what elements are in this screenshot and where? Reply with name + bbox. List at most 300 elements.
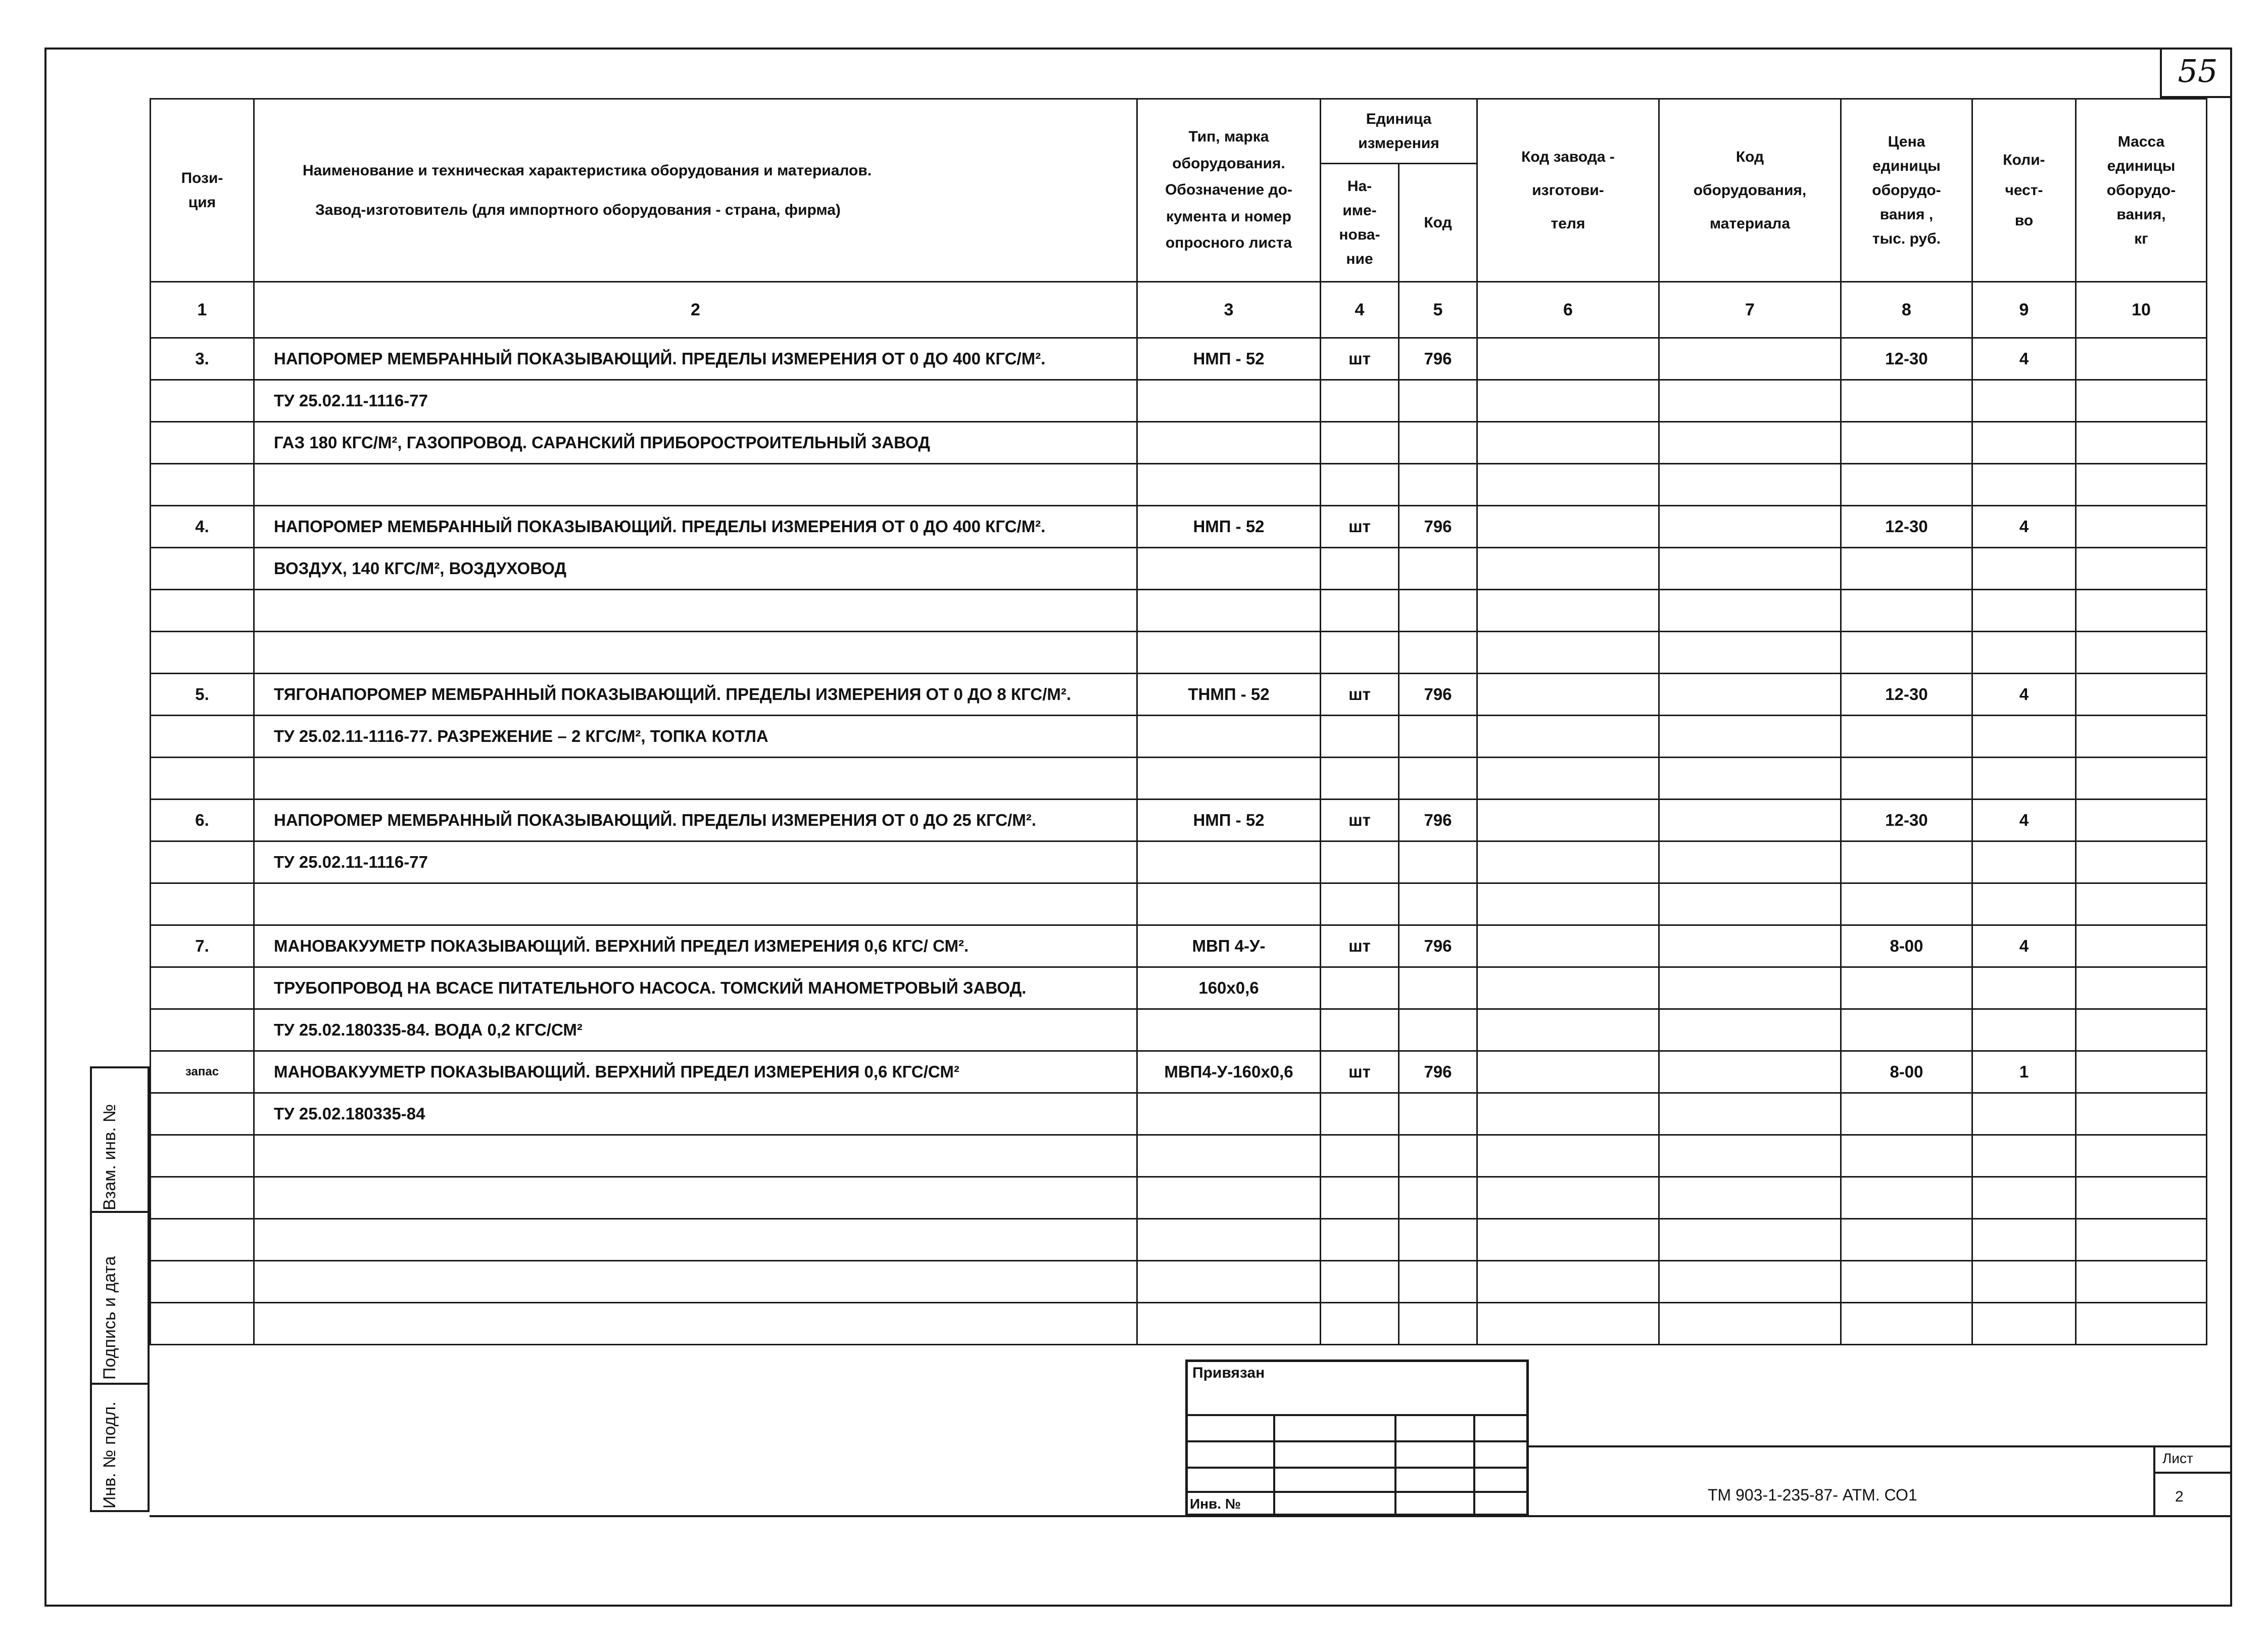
row-qty: 4 xyxy=(1972,800,2076,841)
row-name xyxy=(254,590,1137,632)
row-type xyxy=(1137,632,1321,674)
row-unit xyxy=(1321,1093,1399,1135)
header-name-line2: Завод-изготовитель (для импортного оборудования - страна, фирма) xyxy=(315,201,841,218)
row-plant-code xyxy=(1477,506,1659,548)
row-unit-code xyxy=(1399,1135,1477,1177)
row-unit xyxy=(1321,841,1399,883)
table-row xyxy=(151,674,2207,716)
title-block-line xyxy=(2153,1472,2232,1474)
row-plant-code xyxy=(1477,967,1659,1009)
row-type: НМП - 52 xyxy=(1137,338,1321,380)
row-unit-code xyxy=(1399,841,1477,883)
row-price xyxy=(1841,1261,1972,1303)
row-name: МАНОВАКУУМЕТР ПОКАЗЫВАЮЩИЙ. ВЕРХНИЙ ПРЕДЕЛ ИЗМЕРЕНИЯ 0,6 КГС/ СМ². xyxy=(254,925,1137,967)
header-mass xyxy=(2076,99,2207,282)
row-price: 8-00 xyxy=(1841,1051,1972,1093)
row-qty xyxy=(1972,716,2076,758)
row-mass xyxy=(2076,758,2207,800)
row-unit xyxy=(1321,758,1399,800)
row-name xyxy=(254,1177,1137,1219)
row-unit: шт xyxy=(1321,1051,1399,1093)
row-qty xyxy=(1972,1219,2076,1261)
row-unit-code xyxy=(1399,967,1477,1009)
table-row xyxy=(151,380,2207,422)
row-position: 4. xyxy=(151,506,254,548)
stamp-title: Привязан xyxy=(1192,1365,1265,1381)
row-plant-code xyxy=(1477,800,1659,841)
row-type: МВП 4-У- xyxy=(1137,925,1321,967)
row-name xyxy=(254,883,1137,925)
row-plant-code xyxy=(1477,841,1659,883)
row-mass xyxy=(2076,338,2207,380)
table-row xyxy=(151,800,2207,841)
row-name xyxy=(254,1135,1137,1177)
row-position xyxy=(151,716,254,758)
row-qty xyxy=(1972,1177,2076,1219)
row-qty: 4 xyxy=(1972,925,2076,967)
table-row xyxy=(151,967,2207,1009)
row-equip-code xyxy=(1659,1051,1841,1093)
row-unit xyxy=(1321,1135,1399,1177)
row-type: НМП - 52 xyxy=(1137,506,1321,548)
row-unit-code xyxy=(1399,590,1477,632)
row-equip-code xyxy=(1659,1093,1841,1135)
stamp-inv-label: Инв. № xyxy=(1190,1496,1241,1512)
header-type xyxy=(1137,99,1321,282)
stamp-line xyxy=(1185,1440,1529,1442)
row-plant-code xyxy=(1477,716,1659,758)
sheet-label: Лист xyxy=(2162,1450,2193,1466)
row-qty xyxy=(1972,464,2076,506)
row-unit-code: 796 xyxy=(1399,506,1477,548)
row-unit-code xyxy=(1399,422,1477,464)
row-equip-code xyxy=(1659,380,1841,422)
table-row xyxy=(151,632,2207,674)
col-number: 9 xyxy=(1972,282,2076,338)
row-type xyxy=(1137,1135,1321,1177)
row-unit-code xyxy=(1399,758,1477,800)
row-mass xyxy=(2076,1009,2207,1051)
row-plant-code xyxy=(1477,464,1659,506)
row-plant-code xyxy=(1477,1051,1659,1093)
row-qty: 4 xyxy=(1972,674,2076,716)
row-name: НАПОРОМЕР МЕМБРАННЫЙ ПОКАЗЫВАЮЩИЙ. ПРЕДЕЛЫ ИЗМЕРЕНИЯ ОТ 0 ДО 25 КГС/М². xyxy=(254,800,1137,841)
row-name: НАПОРОМЕР МЕМБРАННЫЙ ПОКАЗЫВАЮЩИЙ. ПРЕДЕЛЫ ИЗМЕРЕНИЯ ОТ 0 ДО 400 КГС/М². xyxy=(254,338,1137,380)
row-unit-code xyxy=(1399,1261,1477,1303)
row-name: ТРУБОПРОВОД НА ВСАСЕ ПИТАТЕЛЬНОГО НАСОСА. ТОМСКИЙ МАНОМЕТРОВЫЙ ЗАВОД. xyxy=(254,967,1137,1009)
row-type xyxy=(1137,716,1321,758)
header-plant-code-text: Код завода - изготови- теля xyxy=(1521,148,1615,232)
row-position xyxy=(151,967,254,1009)
row-equip-code xyxy=(1659,758,1841,800)
table-row xyxy=(151,1093,2207,1135)
col-number: 6 xyxy=(1477,282,1659,338)
table-row xyxy=(151,590,2207,632)
row-qty xyxy=(1972,967,2076,1009)
row-mass xyxy=(2076,925,2207,967)
row-position xyxy=(151,1219,254,1261)
row-unit xyxy=(1321,548,1399,590)
row-qty xyxy=(1972,1009,2076,1051)
row-unit-code xyxy=(1399,548,1477,590)
row-qty xyxy=(1972,380,2076,422)
row-equip-code xyxy=(1659,1219,1841,1261)
row-unit-code xyxy=(1399,1303,1477,1345)
row-price xyxy=(1841,716,1972,758)
row-type xyxy=(1137,841,1321,883)
row-qty xyxy=(1972,1261,2076,1303)
table-row xyxy=(151,925,2207,967)
row-unit-code xyxy=(1399,1219,1477,1261)
row-equip-code xyxy=(1659,716,1841,758)
row-equip-code xyxy=(1659,883,1841,925)
header-unit-name-text: На- име- нова- ние xyxy=(1339,177,1380,267)
row-equip-code xyxy=(1659,967,1841,1009)
row-name: ТУ 25.02.180335-84 xyxy=(254,1093,1137,1135)
row-qty: 4 xyxy=(1972,506,2076,548)
header-position xyxy=(151,99,254,282)
row-type xyxy=(1137,380,1321,422)
row-plant-code xyxy=(1477,883,1659,925)
row-equip-code xyxy=(1659,800,1841,841)
row-plant-code xyxy=(1477,380,1659,422)
row-plant-code xyxy=(1477,422,1659,464)
col-number: 2 xyxy=(254,282,1137,338)
row-price xyxy=(1841,1303,1972,1345)
row-qty xyxy=(1972,422,2076,464)
row-price: 12-30 xyxy=(1841,674,1972,716)
header-price-text: Цена единицы оборудо- вания , тыс. руб. xyxy=(1872,133,1941,247)
row-name: ВОЗДУХ, 140 КГС/М², ВОЗДУХОВОД xyxy=(254,548,1137,590)
row-unit-code xyxy=(1399,716,1477,758)
row-unit xyxy=(1321,380,1399,422)
row-equip-code xyxy=(1659,841,1841,883)
row-unit xyxy=(1321,632,1399,674)
row-unit xyxy=(1321,464,1399,506)
row-name: ГАЗ 180 КГС/М², ГАЗОПРОВОД. САРАНСКИЙ ПРИБОРОСТРОИТЕЛЬНЫЙ ЗАВОД xyxy=(254,422,1137,464)
row-unit-code xyxy=(1399,1177,1477,1219)
row-name: МАНОВАКУУМЕТР ПОКАЗЫВАЮЩИЙ. ВЕРХНИЙ ПРЕДЕЛ ИЗМЕРЕНИЯ 0,6 КГС/СМ² xyxy=(254,1051,1137,1093)
row-qty xyxy=(1972,883,2076,925)
row-plant-code xyxy=(1477,1303,1659,1345)
table-row xyxy=(151,883,2207,925)
stamp-line xyxy=(1273,1414,1275,1516)
row-unit xyxy=(1321,1219,1399,1261)
col-number: 8 xyxy=(1841,282,1972,338)
row-position: запас xyxy=(151,1051,254,1093)
row-mass xyxy=(2076,1303,2207,1345)
row-mass xyxy=(2076,967,2207,1009)
title-block-line xyxy=(1529,1445,2232,1447)
table-row xyxy=(151,464,2207,506)
row-type xyxy=(1137,464,1321,506)
row-unit xyxy=(1321,1009,1399,1051)
row-position xyxy=(151,841,254,883)
row-price xyxy=(1841,380,1972,422)
row-mass xyxy=(2076,464,2207,506)
row-position: 6. xyxy=(151,800,254,841)
table-row xyxy=(151,758,2207,800)
strip-inv-label: Инв. № подл. xyxy=(100,1401,119,1509)
header-unit-name xyxy=(1321,164,1399,282)
row-position: 3. xyxy=(151,338,254,380)
row-price xyxy=(1841,548,1972,590)
row-unit: шт xyxy=(1321,925,1399,967)
row-name xyxy=(254,632,1137,674)
row-plant-code xyxy=(1477,1093,1659,1135)
sheet-number: 2 xyxy=(2175,1488,2184,1505)
row-equip-code xyxy=(1659,422,1841,464)
row-name xyxy=(254,1219,1137,1261)
document-number: ТМ 903-1-235-87- АТМ. СО1 xyxy=(1708,1486,1917,1504)
table-row xyxy=(151,1303,2207,1345)
row-type xyxy=(1137,1261,1321,1303)
row-unit xyxy=(1321,1261,1399,1303)
row-price: 12-30 xyxy=(1841,800,1972,841)
row-qty xyxy=(1972,758,2076,800)
row-type xyxy=(1137,1009,1321,1051)
row-price xyxy=(1841,1135,1972,1177)
header-unit-text: Единица измерения xyxy=(1358,110,1439,152)
row-plant-code xyxy=(1477,338,1659,380)
col-number: 4 xyxy=(1321,282,1399,338)
row-price: 12-30 xyxy=(1841,506,1972,548)
row-qty xyxy=(1972,841,2076,883)
row-type xyxy=(1137,1303,1321,1345)
table-row xyxy=(151,506,2207,548)
header-name xyxy=(254,99,1137,282)
row-price xyxy=(1841,464,1972,506)
row-plant-code xyxy=(1477,1009,1659,1051)
row-plant-code xyxy=(1477,674,1659,716)
row-price: 12-30 xyxy=(1841,338,1972,380)
row-mass xyxy=(2076,1093,2207,1135)
row-qty xyxy=(1972,632,2076,674)
row-equip-code xyxy=(1659,1303,1841,1345)
header-equip-code-text: Код оборудования, материала xyxy=(1693,148,1807,232)
row-position xyxy=(151,1177,254,1219)
row-unit: шт xyxy=(1321,338,1399,380)
row-equip-code xyxy=(1659,632,1841,674)
row-type: ТНМП - 52 xyxy=(1137,674,1321,716)
col-number: 1 xyxy=(151,282,254,338)
page-number: 55 xyxy=(2178,53,2218,89)
row-position xyxy=(151,1009,254,1051)
row-unit: шт xyxy=(1321,506,1399,548)
row-mass xyxy=(2076,841,2207,883)
row-unit xyxy=(1321,422,1399,464)
column-numbers-row xyxy=(151,282,2207,338)
strip-signature-label: Подпись и дата xyxy=(100,1256,119,1380)
table-row xyxy=(151,1177,2207,1219)
row-unit-code xyxy=(1399,1009,1477,1051)
row-mass xyxy=(2076,883,2207,925)
row-type: 160х0,6 xyxy=(1137,967,1321,1009)
header-type-text: Тип, марка оборудования. Обозначение до- кумента и номер опросного листа xyxy=(1165,128,1292,252)
row-type xyxy=(1137,548,1321,590)
row-type xyxy=(1137,422,1321,464)
row-type xyxy=(1137,1219,1321,1261)
row-unit xyxy=(1321,1303,1399,1345)
title-block-line xyxy=(2153,1445,2155,1516)
row-price xyxy=(1841,1093,1972,1135)
row-mass xyxy=(2076,632,2207,674)
stamp-line xyxy=(1185,1467,1529,1469)
row-unit-code: 796 xyxy=(1399,674,1477,716)
row-unit xyxy=(1321,883,1399,925)
row-equip-code xyxy=(1659,464,1841,506)
row-type: МВП4-У-160х0,6 xyxy=(1137,1051,1321,1093)
row-plant-code xyxy=(1477,632,1659,674)
row-name xyxy=(254,758,1137,800)
row-unit-code: 796 xyxy=(1399,925,1477,967)
row-unit xyxy=(1321,590,1399,632)
header-plant-code xyxy=(1477,99,1659,282)
row-position xyxy=(151,758,254,800)
strip-cell-replace xyxy=(90,1066,150,1213)
row-equip-code xyxy=(1659,674,1841,716)
header-qty-text: Коли- чест- во xyxy=(2003,151,2045,229)
row-mass xyxy=(2076,422,2207,464)
table-row xyxy=(151,1219,2207,1261)
strip-cell-signature xyxy=(90,1213,150,1385)
row-unit-code: 796 xyxy=(1399,800,1477,841)
header-qty xyxy=(1972,99,2076,282)
header-mass-text: Масса единицы оборудо- вания, кг xyxy=(2106,133,2176,247)
row-position xyxy=(151,883,254,925)
row-mass xyxy=(2076,1051,2207,1093)
stamp-line xyxy=(1185,1414,1529,1416)
row-mass xyxy=(2076,1177,2207,1219)
row-equip-code xyxy=(1659,548,1841,590)
row-qty xyxy=(1972,1135,2076,1177)
row-unit xyxy=(1321,716,1399,758)
row-qty: 4 xyxy=(1972,338,2076,380)
row-unit xyxy=(1321,967,1399,1009)
row-qty: 1 xyxy=(1972,1051,2076,1093)
row-position xyxy=(151,422,254,464)
row-equip-code xyxy=(1659,1177,1841,1219)
stamp-line xyxy=(1185,1491,1529,1493)
row-plant-code xyxy=(1477,925,1659,967)
row-equip-code xyxy=(1659,1135,1841,1177)
row-unit: шт xyxy=(1321,674,1399,716)
stamp-line xyxy=(1394,1414,1396,1516)
header-name-line1: Наименование и техническая характеристика оборудования и материалов. xyxy=(303,162,872,179)
row-plant-code xyxy=(1477,758,1659,800)
row-name: ТУ 25.02.180335-84. ВОДА 0,2 КГС/СМ² xyxy=(254,1009,1137,1051)
table-row xyxy=(151,548,2207,590)
header-unit xyxy=(1321,99,1477,164)
row-position xyxy=(151,548,254,590)
table-row xyxy=(151,1261,2207,1303)
col-number: 3 xyxy=(1137,282,1321,338)
row-name: НАПОРОМЕР МЕМБРАННЫЙ ПОКАЗЫВАЮЩИЙ. ПРЕДЕЛЫ ИЗМЕРЕНИЯ ОТ 0 ДО 400 КГС/М². xyxy=(254,506,1137,548)
row-position xyxy=(151,1261,254,1303)
row-plant-code xyxy=(1477,1177,1659,1219)
stamp-line xyxy=(1473,1414,1475,1516)
row-name: ТУ 25.02.11-1116-77 xyxy=(254,380,1137,422)
row-type: НМП - 52 xyxy=(1137,800,1321,841)
row-mass xyxy=(2076,716,2207,758)
row-unit-code xyxy=(1399,883,1477,925)
row-price xyxy=(1841,422,1972,464)
row-position xyxy=(151,590,254,632)
strip-replace-label: Взам. инв. № xyxy=(100,1104,119,1210)
row-plant-code xyxy=(1477,1135,1659,1177)
row-name xyxy=(254,464,1137,506)
row-unit-code xyxy=(1399,380,1477,422)
row-unit-code xyxy=(1399,632,1477,674)
row-qty xyxy=(1972,1093,2076,1135)
row-unit-code xyxy=(1399,1093,1477,1135)
row-type xyxy=(1137,1093,1321,1135)
row-type xyxy=(1137,590,1321,632)
row-mass xyxy=(2076,674,2207,716)
row-name: ТУ 25.02.11-1116-77 xyxy=(254,841,1137,883)
bottom-line xyxy=(150,1515,2232,1517)
row-qty xyxy=(1972,590,2076,632)
row-position: 5. xyxy=(151,674,254,716)
row-mass xyxy=(2076,1135,2207,1177)
row-unit-code: 796 xyxy=(1399,1051,1477,1093)
col-number: 5 xyxy=(1399,282,1477,338)
row-qty xyxy=(1972,548,2076,590)
row-position xyxy=(151,380,254,422)
row-position: 7. xyxy=(151,925,254,967)
row-type xyxy=(1137,1177,1321,1219)
row-mass xyxy=(2076,1219,2207,1261)
row-mass xyxy=(2076,548,2207,590)
row-position xyxy=(151,464,254,506)
row-unit-code xyxy=(1399,464,1477,506)
row-position xyxy=(151,1093,254,1135)
col-number: 7 xyxy=(1659,282,1841,338)
row-type xyxy=(1137,758,1321,800)
row-price xyxy=(1841,1009,1972,1051)
header-unit-code xyxy=(1399,164,1477,282)
row-type xyxy=(1137,883,1321,925)
row-equip-code xyxy=(1659,1261,1841,1303)
row-price xyxy=(1841,841,1972,883)
header-price xyxy=(1841,99,1972,282)
table-row xyxy=(151,338,2207,380)
col-number: 10 xyxy=(2076,282,2207,338)
row-plant-code xyxy=(1477,590,1659,632)
row-equip-code xyxy=(1659,925,1841,967)
row-mass xyxy=(2076,800,2207,841)
row-name xyxy=(254,1303,1137,1345)
row-position xyxy=(151,632,254,674)
row-price xyxy=(1841,590,1972,632)
row-name: ТЯГОНАПОРОМЕР МЕМБРАННЫЙ ПОКАЗЫВАЮЩИЙ. ПРЕДЕЛЫ ИЗМЕРЕНИЯ ОТ 0 ДО 8 КГС/М². xyxy=(254,674,1137,716)
table-row xyxy=(151,1051,2207,1093)
table-row xyxy=(151,1009,2207,1051)
row-position xyxy=(151,1135,254,1177)
row-name: ТУ 25.02.11-1116-77. РАЗРЕЖЕНИЕ – 2 КГС/М², ТОПКА КОТЛА xyxy=(254,716,1137,758)
specification-table xyxy=(150,98,2207,1345)
row-plant-code xyxy=(1477,1219,1659,1261)
row-name xyxy=(254,1261,1137,1303)
row-price: 8-00 xyxy=(1841,925,1972,967)
row-mass xyxy=(2076,506,2207,548)
row-unit-code: 796 xyxy=(1399,338,1477,380)
row-plant-code xyxy=(1477,1261,1659,1303)
row-equip-code xyxy=(1659,590,1841,632)
row-position xyxy=(151,1303,254,1345)
row-price xyxy=(1841,967,1972,1009)
row-plant-code xyxy=(1477,548,1659,590)
